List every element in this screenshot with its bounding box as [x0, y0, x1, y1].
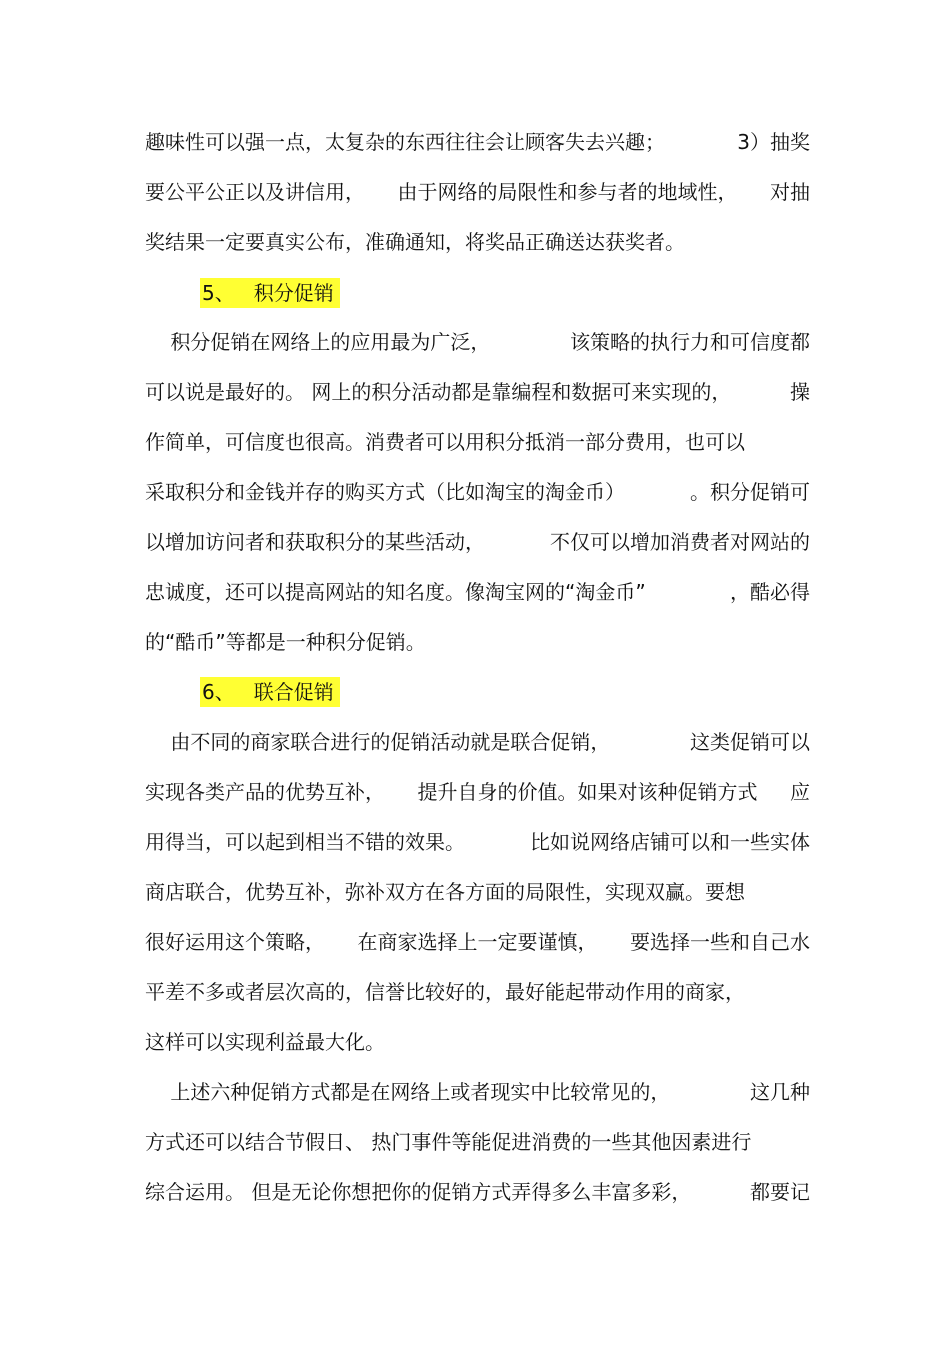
text-segment: 奖结果一定要真实公布，准确通知，将奖品正确送达获奖者。	[145, 230, 685, 254]
text-line	[145, 577, 810, 607]
text-line	[145, 527, 810, 557]
text-line	[145, 227, 810, 257]
text-segment: 操	[790, 380, 810, 404]
text-segment: 上述六种促销方式都是在网络上或者现实中比较常见的，	[145, 1080, 671, 1104]
text-line	[145, 777, 810, 807]
text-segment: 在商家选择上一定要谨慎，	[357, 930, 598, 954]
text-segment: 商店联合，优势互补，弥补双方在各方面的局限性，实现双赢。要想	[145, 880, 745, 904]
text-segment: 这类促销可以	[690, 730, 810, 754]
section-heading-points-promotion: 5、 积分促销	[200, 278, 340, 308]
text-line	[145, 1077, 810, 1107]
text-segment: 趣味性可以强一点，太复杂的东西往往会让顾客失去兴趣；	[145, 130, 665, 154]
text-line	[145, 827, 810, 857]
text-segment: ，酷必得	[730, 580, 810, 604]
text-line	[145, 727, 810, 757]
text-segment: 由于网络的局限性和参与者的地域性，	[397, 180, 738, 204]
text-line	[145, 1027, 810, 1057]
text-segment: 方式还可以结合节假日、 热门事件等能促进消费的一些其他因素进行	[145, 1130, 752, 1154]
text-line	[145, 127, 810, 157]
text-segment: 这样可以实现利益最大化。	[145, 1030, 385, 1054]
text-segment: 积分促销在网络上的应用最为广泛，	[145, 330, 491, 354]
text-line	[145, 177, 810, 207]
text-line	[145, 427, 810, 457]
text-segment: 比如说网络店铺可以和一些实体	[530, 830, 810, 854]
text-segment: 实现各类产品的优势互补，	[145, 780, 385, 804]
text-segment: 。积分促销可	[690, 480, 810, 504]
text-segment: 该策略的执行力和可信度都	[570, 330, 810, 354]
text-segment: 这几种	[750, 1080, 810, 1104]
text-segment: 的“酷币”等都是一种积分促销。	[145, 630, 426, 654]
section-heading-joint-promotion: 6、 联合促销	[200, 677, 340, 707]
text-segment: 采取积分和金钱并存的购买方式（比如淘宝的淘金币）	[145, 480, 625, 504]
text-segment: 要公平公正以及讲信用，	[145, 180, 365, 204]
text-segment: 提升自身的价值。如果对该种促销方式	[417, 780, 758, 804]
text-segment: 对抽	[770, 180, 810, 204]
text-segment: 作简单，可信度也很高。消费者可以用积分抵消一部分费用，也可以	[145, 430, 745, 454]
text-segment: 平差不多或者层次高的，信誉比较好的，最好能起带动作用的商家，	[145, 980, 745, 1004]
text-segment: 很好运用这个策略，	[145, 930, 325, 954]
text-segment: 综合运用。 但是无论你想把你的促销方式弄得多么丰富多彩，	[145, 1180, 692, 1204]
text-line	[145, 927, 810, 957]
text-line	[145, 977, 810, 1007]
text-line	[145, 1127, 810, 1157]
text-segment: 都要记	[750, 1180, 810, 1204]
text-line	[145, 477, 810, 507]
text-segment: 由不同的商家联合进行的促销活动就是联合促销，	[145, 730, 611, 754]
text-segment: 以增加访问者和获取积分的某些活动，	[145, 530, 485, 554]
text-line	[145, 627, 810, 657]
text-segment: 要选择一些和自己水	[630, 930, 810, 954]
text-segment: 应	[790, 780, 810, 804]
text-line	[145, 877, 810, 907]
text-line	[145, 1177, 810, 1207]
text-segment: 不仅可以增加消费者对网站的	[550, 530, 810, 554]
text-segment: 用得当，可以起到相当不错的效果。	[145, 830, 465, 854]
text-segment: 忠诚度，还可以提高网站的知名度。像淘宝网的“淘金币”	[145, 580, 646, 604]
text-line	[145, 377, 810, 407]
text-segment: 3）抽奖	[737, 130, 810, 154]
text-segment: 可以说是最好的。 网上的积分活动都是靠编程和数据可来实现的，	[145, 380, 732, 404]
text-line	[145, 327, 810, 357]
